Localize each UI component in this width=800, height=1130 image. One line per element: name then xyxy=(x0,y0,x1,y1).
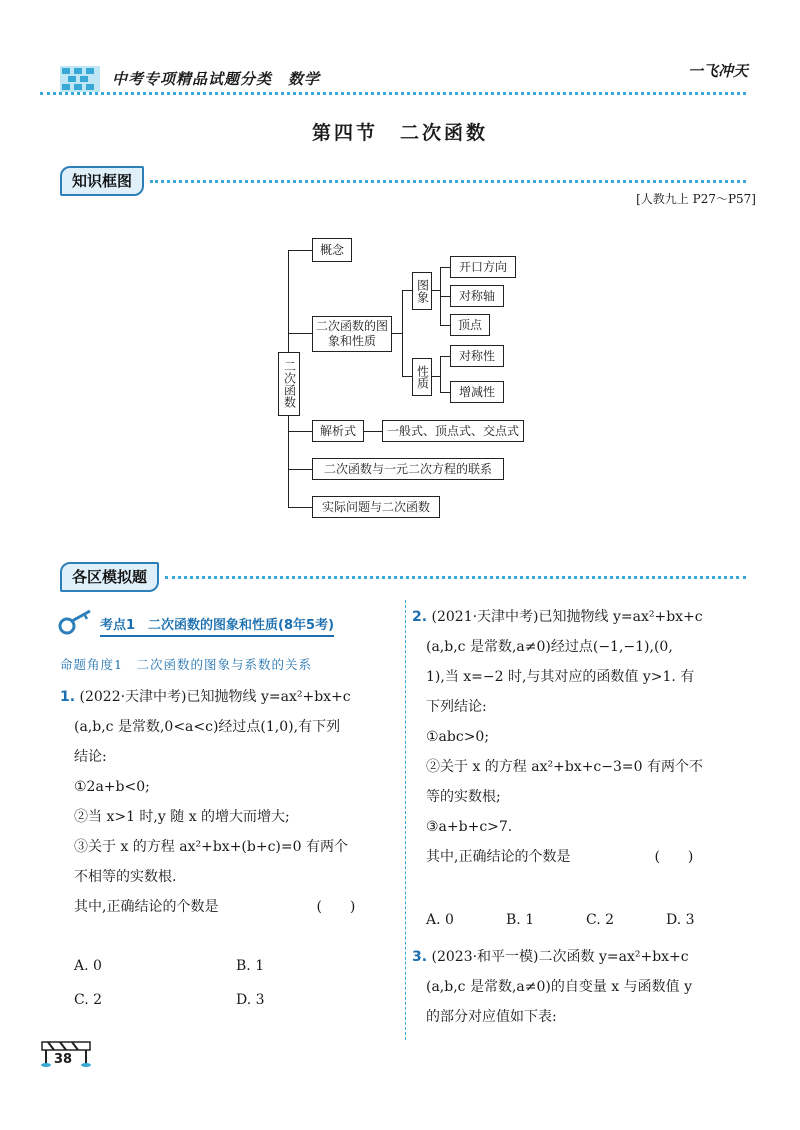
node-vertex: 顶点 xyxy=(450,314,490,336)
mind-map-root: 二次函数 xyxy=(278,352,300,416)
q1-option-b: B. 1 xyxy=(236,958,265,974)
node-opening-direction: 开口方向 xyxy=(450,256,516,278)
question-number: 2. xyxy=(412,609,428,625)
question-2: 2. (2021·天津中考)已知抛物线 y=ax²+bx+c (a,b,c 是常数,a≠0)经过点(−1,−1),(0, 1),当 x=−2 时,与其对应的函数值 y>1. 有 下列结论: ①abc>0; ②关于 x 的方程 ax²+bx+c−3=0 有两个不 等的实数根; ③a+b+c>7. 其中,正确结论的个数是 ( ) xyxy=(412,609,703,865)
node-symmetry-axis: 对称轴 xyxy=(450,285,504,307)
key-icon xyxy=(58,608,94,636)
banner-dotline-2 xyxy=(165,576,746,579)
q2-option-c: C. 2 xyxy=(586,912,615,928)
node-expression-forms: 一般式、顶点式、交点式 xyxy=(382,420,524,442)
node-graph-properties: 二次函数的图象和性质 xyxy=(312,316,392,352)
question-3: 3. (2023·和平一模)二次函数 y=ax²+bx+c (a,b,c 是常数,a≠0)的自变量 x 与函数值 y 的部分对应值如下表: xyxy=(412,949,693,1025)
node-graph: 图象 xyxy=(412,272,432,310)
knowledge-mind-map xyxy=(0,0,800,560)
knowledge-map-banner: 知识框图 xyxy=(60,166,144,196)
question-number: 3. xyxy=(412,949,428,965)
node-monotonicity: 增减性 xyxy=(450,381,504,403)
node-symmetry: 对称性 xyxy=(450,345,504,367)
proposition-angle: 命题角度1 二次函数的图象与系数的关系 xyxy=(60,657,312,672)
q2-option-a: A. 0 xyxy=(426,912,454,928)
question-number: 1. xyxy=(60,689,76,705)
brand-logo: 一飞冲天 xyxy=(687,62,748,80)
node-equation-link: 二次函数与一元二次方程的联系 xyxy=(312,458,504,480)
q1-option-a: A. 0 xyxy=(74,958,102,974)
q1-option-c: C. 2 xyxy=(74,992,103,1008)
question-1: 1. (2022·天津中考)已知抛物线 y=ax²+bx+c (a,b,c 是常数,0<a<c)经过点(1,0),有下列 结论: ①2a+b<0; ②当 x>1 时,y 随 x 的增大而增大; ③关于 x 的方程 ax²+bx+(b+c)=0 有两个 不相等的实数根. 其中,正确结论的个数是 ( ) xyxy=(60,689,356,915)
page-number: 38 xyxy=(54,1052,73,1067)
column-divider xyxy=(405,600,406,1040)
q1-option-d: D. 3 xyxy=(236,992,265,1008)
kaodian-heading: 考点1 二次函数的图象和性质(8年5考) xyxy=(100,614,334,637)
q2-option-d: D. 3 xyxy=(666,912,695,928)
node-analytic-expression: 解析式 xyxy=(312,420,364,442)
node-concept: 概念 xyxy=(312,238,352,262)
textbook-reference: [人教九上 P27～P57] xyxy=(636,192,756,206)
mock-exam-banner: 各区模拟题 xyxy=(60,562,159,592)
node-practical-problems: 实际问题与二次函数 xyxy=(312,496,440,518)
node-property: 性质 xyxy=(412,358,432,396)
header-title: 中考专项精品试题分类 数学 xyxy=(112,70,321,88)
section-title: 第四节 二次函数 xyxy=(311,122,488,144)
q2-option-b: B. 1 xyxy=(506,912,535,928)
